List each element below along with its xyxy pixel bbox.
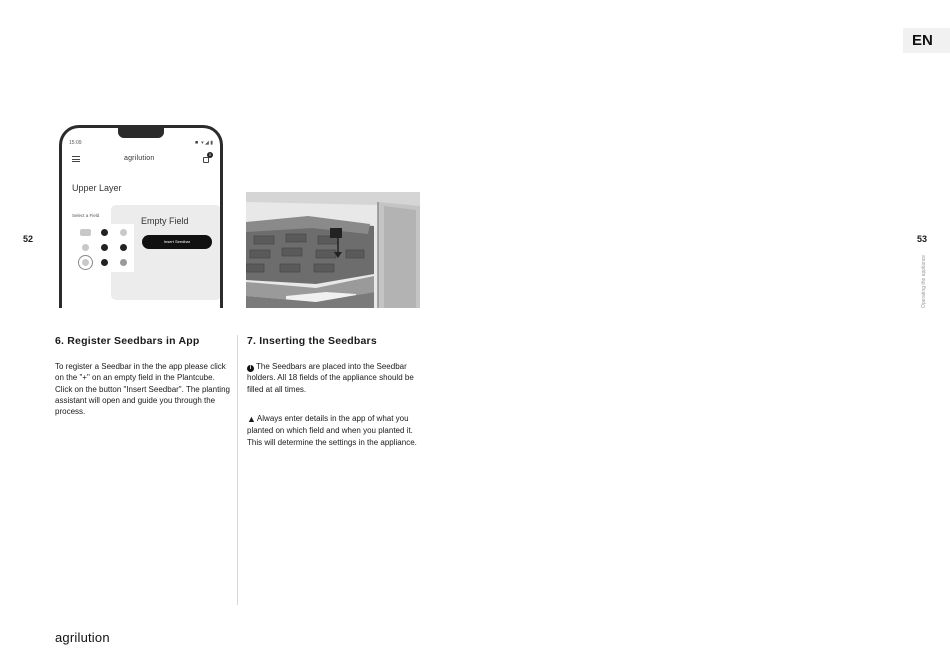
- page-number-left: 52: [23, 234, 34, 244]
- warning-text: Always enter details in the app of what you planted on which field and when you planted it. This will determine the settings in the appliance.: [247, 414, 417, 447]
- empty-field-title: Empty Field: [141, 216, 189, 226]
- phone-notch: [118, 125, 164, 138]
- field-cell[interactable]: [101, 244, 108, 251]
- field-cell[interactable]: [80, 229, 91, 236]
- status-time: 15:09: [69, 140, 82, 146]
- select-field-label: Select a Field: [72, 213, 100, 218]
- field-cell[interactable]: [82, 244, 89, 251]
- language-tab: EN: [903, 28, 950, 53]
- cart-badge: 0: [208, 152, 212, 157]
- status-icons: ◾ ▾ ◢ ▮: [193, 140, 213, 146]
- seedbar-tray-photo: [246, 192, 420, 308]
- field-cell[interactable]: [120, 259, 127, 266]
- column-divider: [237, 335, 238, 605]
- section-6-title: 6. Register Seedbars in App: [55, 335, 200, 347]
- info-text: The Seedbars are placed into the Seedbar holders. All 18 fields of the appliance should be filled at all times.: [247, 362, 414, 394]
- section-side-label: Operating the appliance: [921, 254, 927, 308]
- field-grid: [74, 224, 134, 272]
- page-number-right: 53: [917, 234, 928, 244]
- warning-icon: ▲: [247, 414, 256, 424]
- field-cell-selected[interactable]: [82, 259, 89, 266]
- section-7-warning-paragraph: [247, 413, 425, 448]
- insert-seedbar-button[interactable]: Insert Seedbar: [142, 235, 212, 249]
- field-cell[interactable]: [120, 229, 127, 236]
- cart-icon[interactable]: [203, 157, 209, 163]
- brand-logo: agrilution: [55, 630, 110, 645]
- hamburger-menu-icon[interactable]: [72, 156, 80, 162]
- field-cell[interactable]: [120, 244, 127, 251]
- app-logo: agrilution: [124, 155, 155, 162]
- info-icon: i: [247, 365, 254, 372]
- layer-title: Upper Layer: [72, 183, 122, 193]
- section-7-title: 7. Inserting the Seedbars: [247, 335, 377, 347]
- field-cell[interactable]: [101, 229, 108, 236]
- section-6-body: To register a Seedbar in the the app please click on the "+" on an empty field in the Plantcube. Click on the button "Insert Seedbar". The planting assistant will open and guide you through the process.: [55, 362, 230, 417]
- phone-mockup: [59, 125, 223, 308]
- field-cell[interactable]: [101, 259, 108, 266]
- section-7-info-paragraph: [247, 361, 425, 395]
